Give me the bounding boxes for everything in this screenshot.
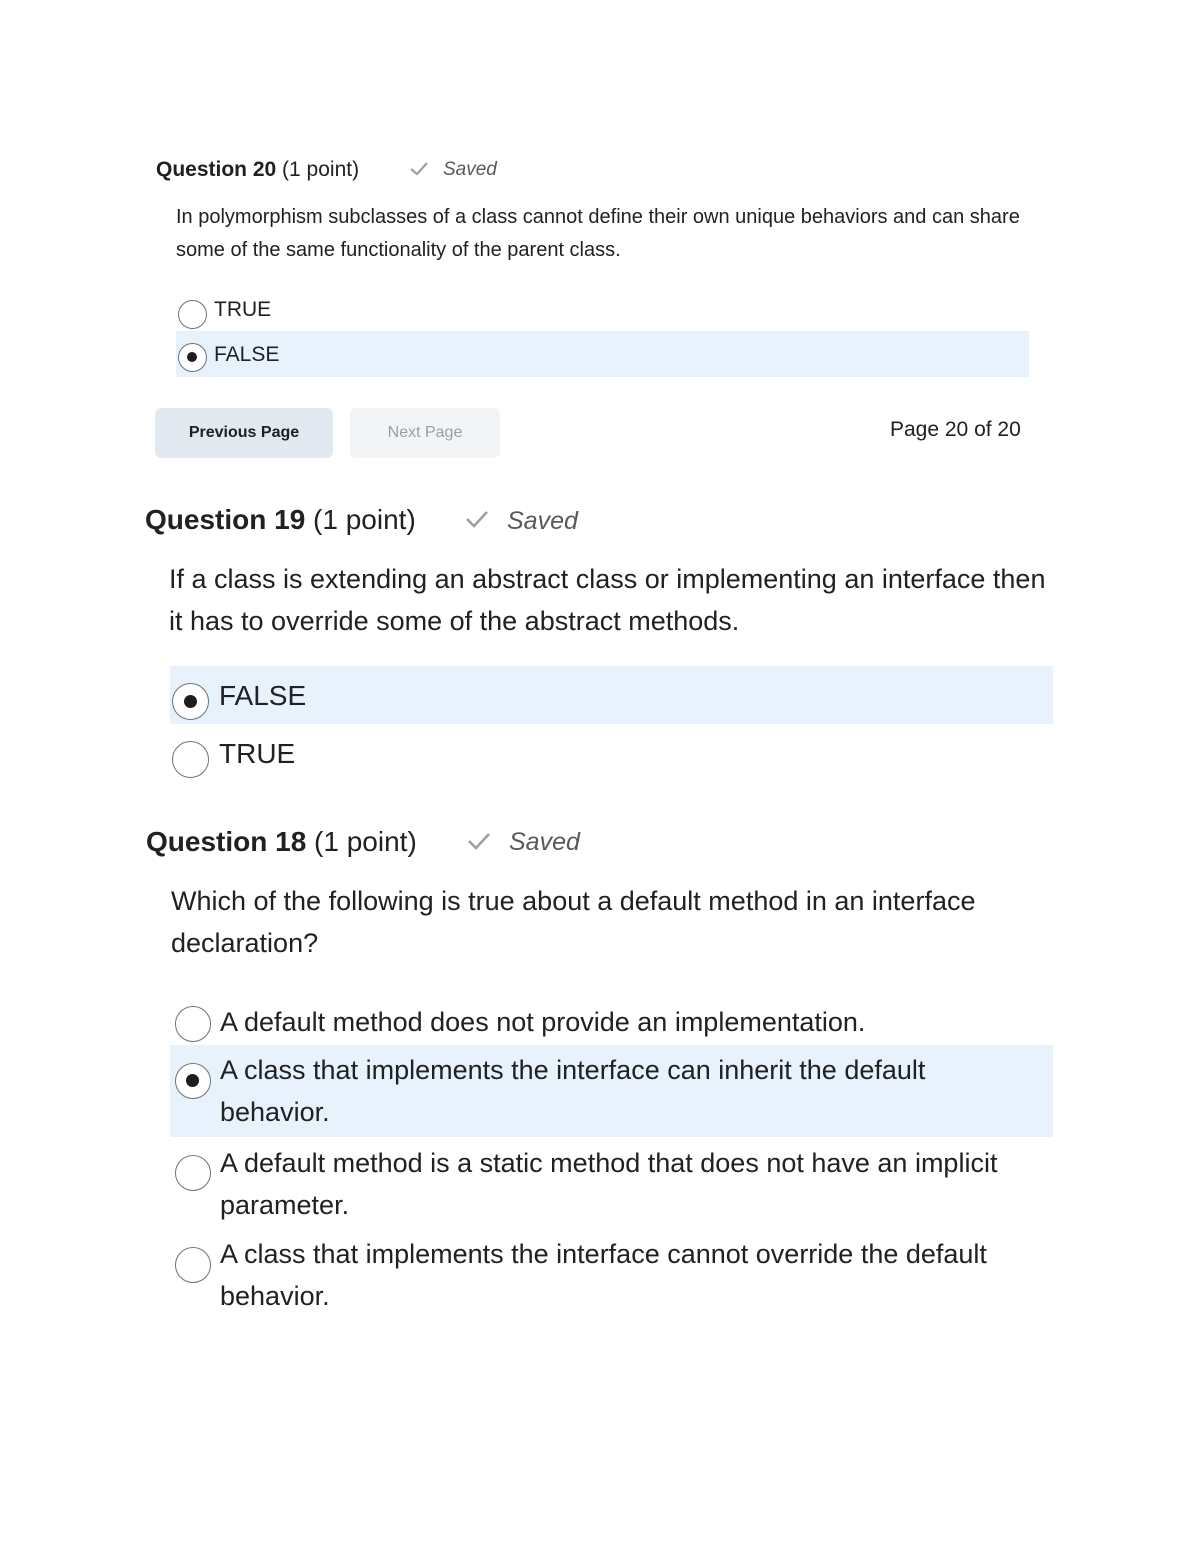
option-b-selected[interactable] (170, 1045, 1053, 1137)
option-false-selected[interactable] (176, 331, 1029, 377)
radio-icon[interactable] (175, 1006, 211, 1042)
option-c[interactable] (170, 1140, 1053, 1228)
option-true[interactable] (170, 724, 1053, 782)
next-page-button[interactable]: Next Page (350, 408, 500, 458)
question-points: (1 point) (313, 504, 416, 535)
radio-icon[interactable] (175, 1063, 211, 1099)
saved-status: Saved (509, 828, 580, 856)
option-label: TRUE (214, 298, 272, 321)
option-d[interactable] (170, 1232, 1053, 1320)
saved-status: Saved (443, 159, 497, 180)
question-title: Question 20 (156, 158, 277, 181)
question-prompt: If a class is extending an abstract class or implementing an interface then it has to override some of the abstract methods. (169, 564, 1046, 636)
option-a[interactable] (170, 996, 1053, 1044)
radio-icon[interactable] (172, 741, 209, 778)
radio-icon[interactable] (178, 300, 207, 329)
question-points: (1 point) (282, 158, 360, 181)
radio-icon[interactable] (172, 683, 209, 720)
option-label: TRUE (219, 738, 296, 769)
radio-icon[interactable] (178, 343, 207, 372)
radio-icon[interactable] (175, 1247, 211, 1283)
option-label: A class that implements the interface can inherit the default behavior. (220, 1055, 926, 1127)
question-prompt: In polymorphism subclasses of a class cannot define their own unique behaviors and can share some of the same functionality of the parent class. (176, 206, 1020, 261)
checkmark-icon (409, 161, 429, 177)
checkmark-icon (464, 509, 490, 529)
checkmark-icon (466, 831, 492, 851)
previous-page-button[interactable]: Previous Page (155, 408, 333, 458)
question-19-header (145, 502, 416, 538)
option-label: A default method does not provide an implementation. (220, 1007, 866, 1037)
question-20-header (156, 156, 359, 184)
radio-icon[interactable] (175, 1155, 211, 1191)
question-18-header (146, 824, 417, 860)
question-points: (1 point) (314, 826, 417, 857)
option-label: A class that implements the interface cannot override the default behavior. (220, 1239, 987, 1311)
option-label: A default method is a static method that does not have an implicit parameter. (220, 1148, 998, 1220)
page-indicator: Page 20 of 20 (890, 418, 1021, 441)
question-title: Question 18 (146, 826, 307, 857)
option-true[interactable] (176, 288, 1029, 332)
question-title: Question 19 (145, 504, 306, 535)
option-label: FALSE (219, 680, 307, 711)
saved-status: Saved (507, 507, 578, 535)
option-false-selected[interactable] (170, 666, 1053, 724)
option-label: FALSE (214, 343, 280, 366)
question-prompt: Which of the following is true about a default method in an interface declaration? (171, 886, 976, 958)
